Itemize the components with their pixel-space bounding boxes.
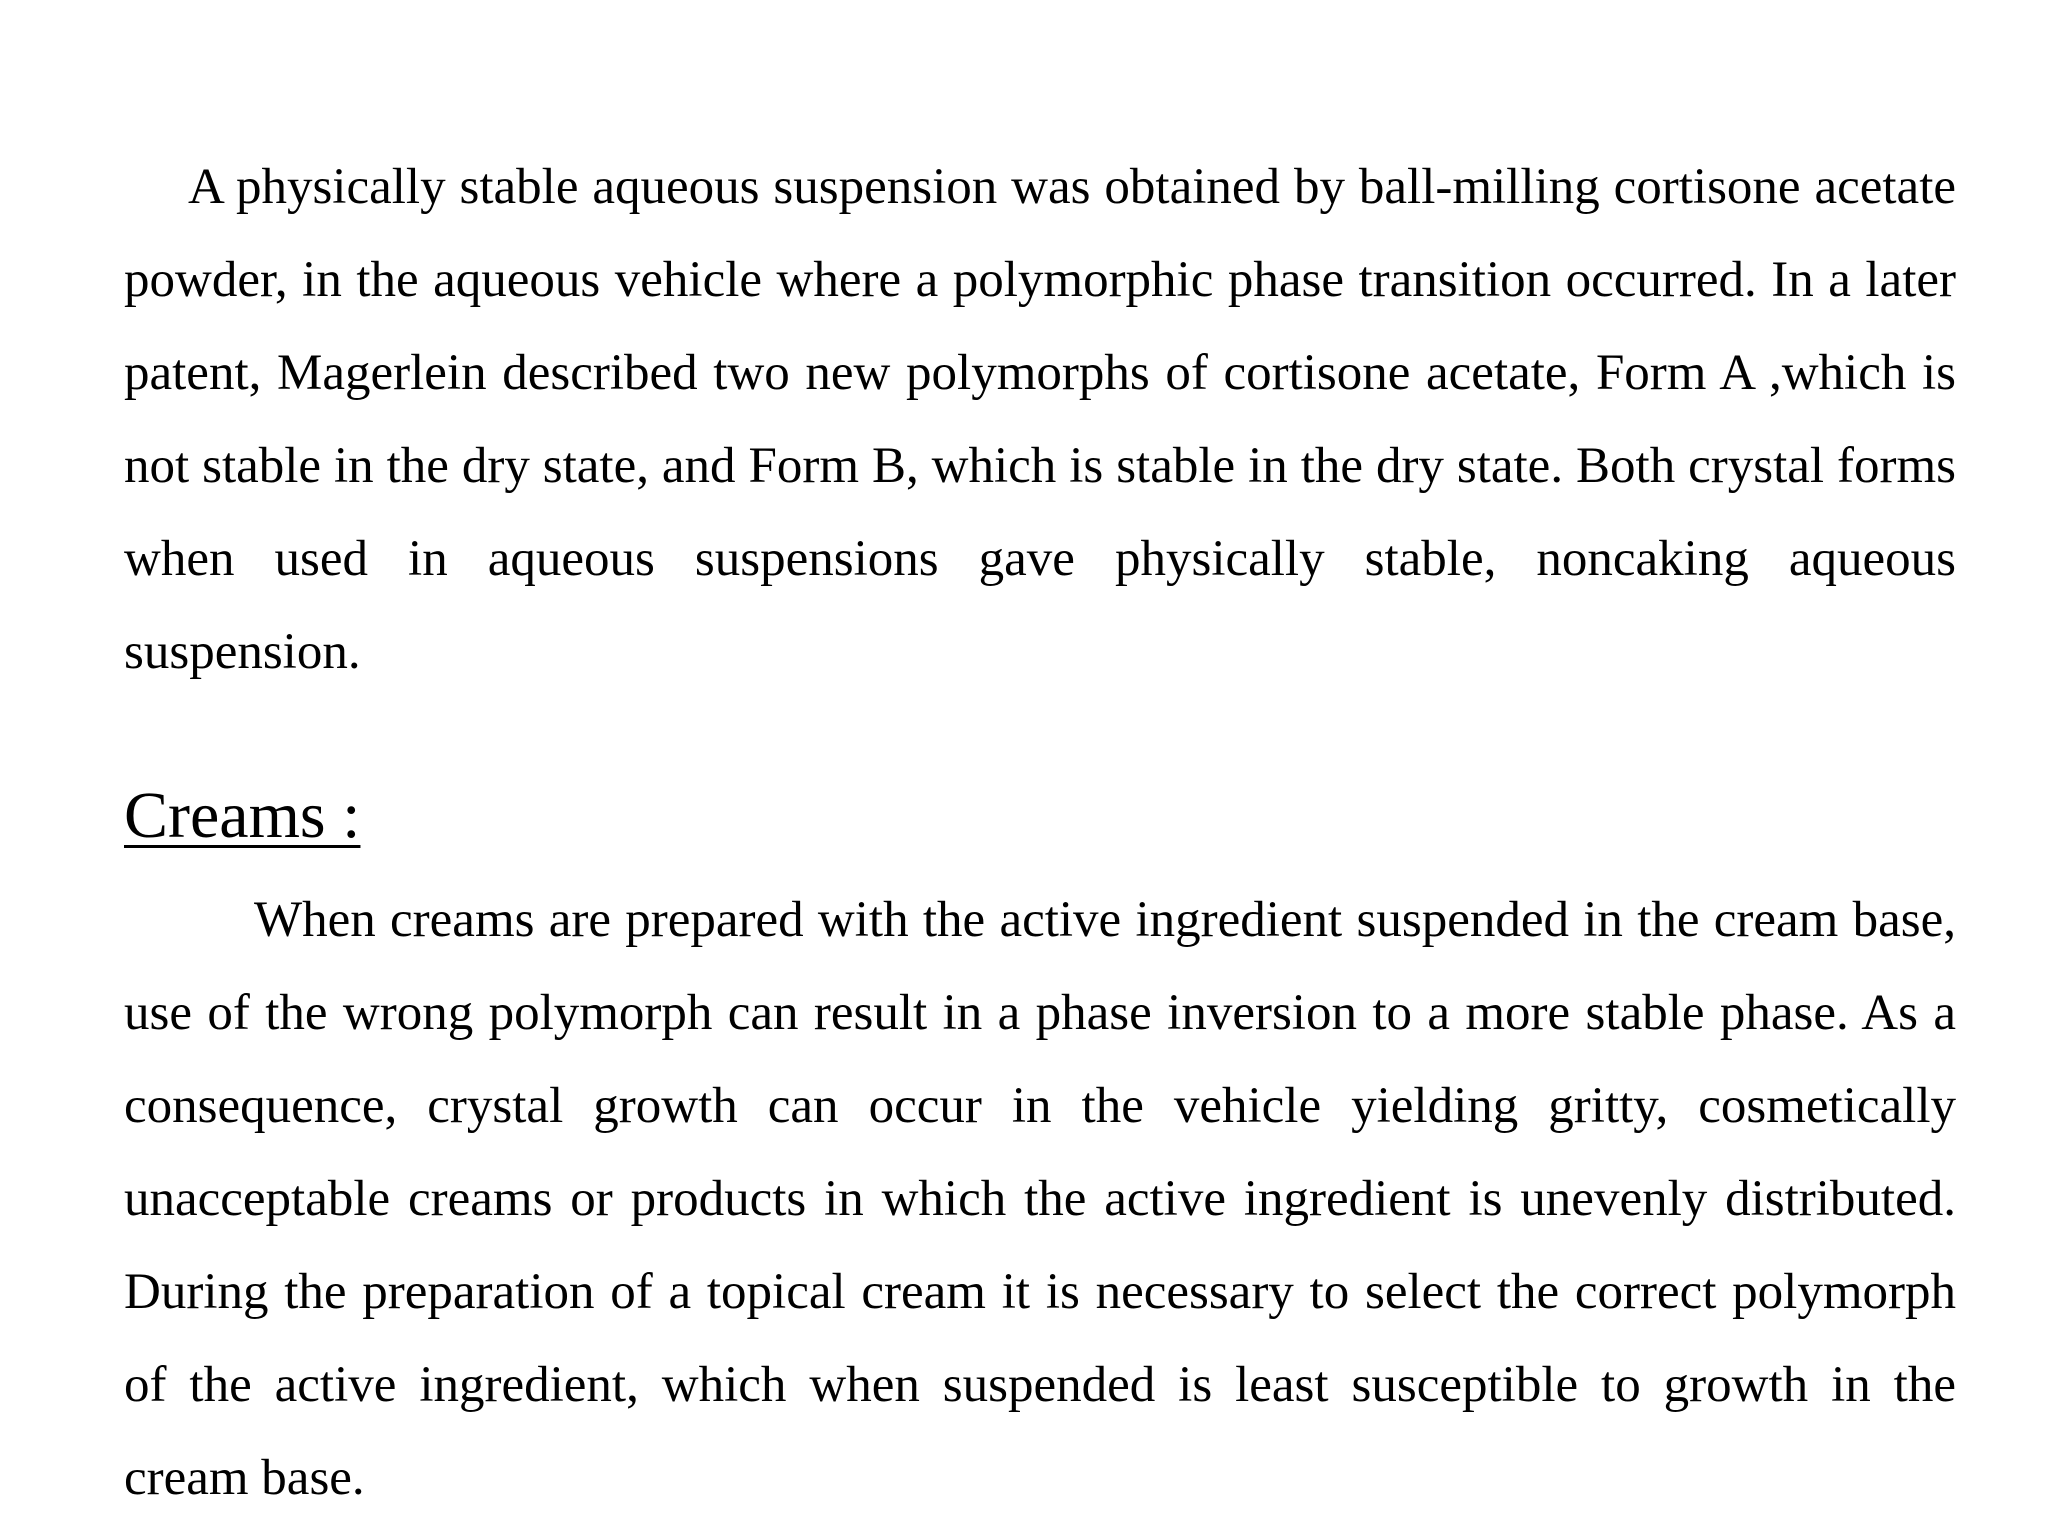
paragraph-suspension: A physically stable aqueous suspension was obtained by ball-milling cortisone acetate powder, in the aqueous vehicle where a polymorphic phase transition occurred. In a later patent, Magerlein described two new polymorphs of cortisone acetate, Form A ,which is not stable in the dry state, and Form B, which is stable in the dry state. Both crystal forms when used in aqueous suspensions gave physically stable, noncaking aqueous suspension. [124, 159, 1956, 680]
paragraph-creams: When creams are prepared with the active ingredient suspended in the cream base, use of the wrong polymorph can result in a phase inversion to a more stable phase. As a consequence, crystal growth can occur in the vehicle yielding gritty, cosmetically unacceptable creams or products in which the active ingredient is unevenly distributed. During the preparation of a topical cream it is necessary to select the correct polymorph of the active ingredient, which when suspended is least susceptible to growth in the cream base. [124, 892, 1956, 1506]
section-heading-creams: Creams : [124, 779, 361, 852]
